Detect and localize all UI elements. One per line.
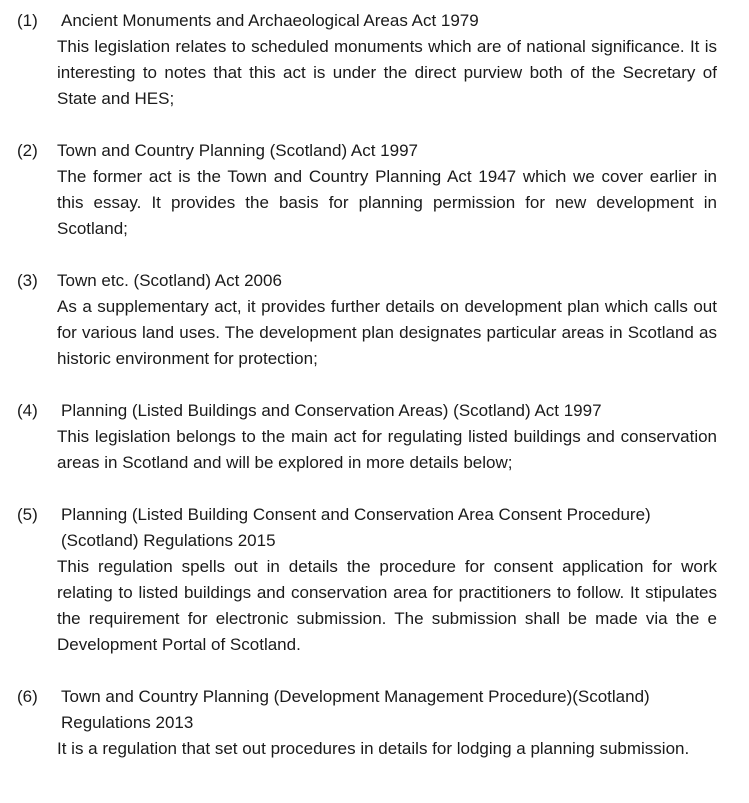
legislation-item-1 [17,8,717,112]
item-heading [17,502,717,554]
item-description: It is a regulation that set out procedures in details for lodging a planning submission. [57,739,690,758]
item-description: The former act is the Town and Country Planning Act 1947 which we cover earlier in this essay. It provides the basis for planning permission for new development in Scotland; [57,167,717,238]
item-title: Town and Country Planning (Development Management Procedure)(Scotland) Regulations 2013 [61,687,650,732]
item-number: (3) [17,271,38,290]
item-number: (4) [17,401,38,420]
item-description: As a supplementary act, it provides further details on development plan which calls out for various land uses. The development plan designates particular areas in Scotland as historic environment for protection; [57,297,717,368]
item-title: Planning (Listed Buildings and Conservation Areas) (Scotland) Act 1997 [61,401,602,420]
item-heading [17,398,717,424]
item-heading [17,8,717,34]
item-title: Ancient Monuments and Archaeological Areas Act 1979 [61,11,479,30]
item-title: Town and Country Planning (Scotland) Act 1997 [57,141,419,160]
legislation-item-4 [17,398,717,476]
item-description: This legislation belongs to the main act for regulating listed buildings and conservation areas in Scotland and will be explored in more details below; [57,427,717,472]
item-number: (2) [17,141,38,160]
item-description: This legislation relates to scheduled monuments which are of national significance. It is interesting to notes that this act is under the direct purview both of the Secretary of State and HES; [57,37,717,108]
legislation-item-6 [17,684,717,762]
item-title: Planning (Listed Building Consent and Conservation Area Consent Procedure) (Scotland) Regulations 2015 [61,505,651,550]
legislation-item-5 [17,502,717,658]
item-number: (5) [17,505,38,524]
item-title: Town etc. (Scotland) Act 2006 [57,271,282,290]
legislation-item-3 [17,268,717,372]
item-heading [17,138,717,164]
item-heading [17,268,717,294]
item-number: (6) [17,687,38,706]
legislation-item-2 [17,138,717,242]
item-number: (1) [17,11,38,30]
item-description: This regulation spells out in details the procedure for consent application for work relating to listed buildings and conservation area for practitioners to follow. It stipulates the requirement for electronic submission. The submission shall be made via the e Development Portal of Scotland. [57,557,717,654]
item-heading [17,684,717,736]
